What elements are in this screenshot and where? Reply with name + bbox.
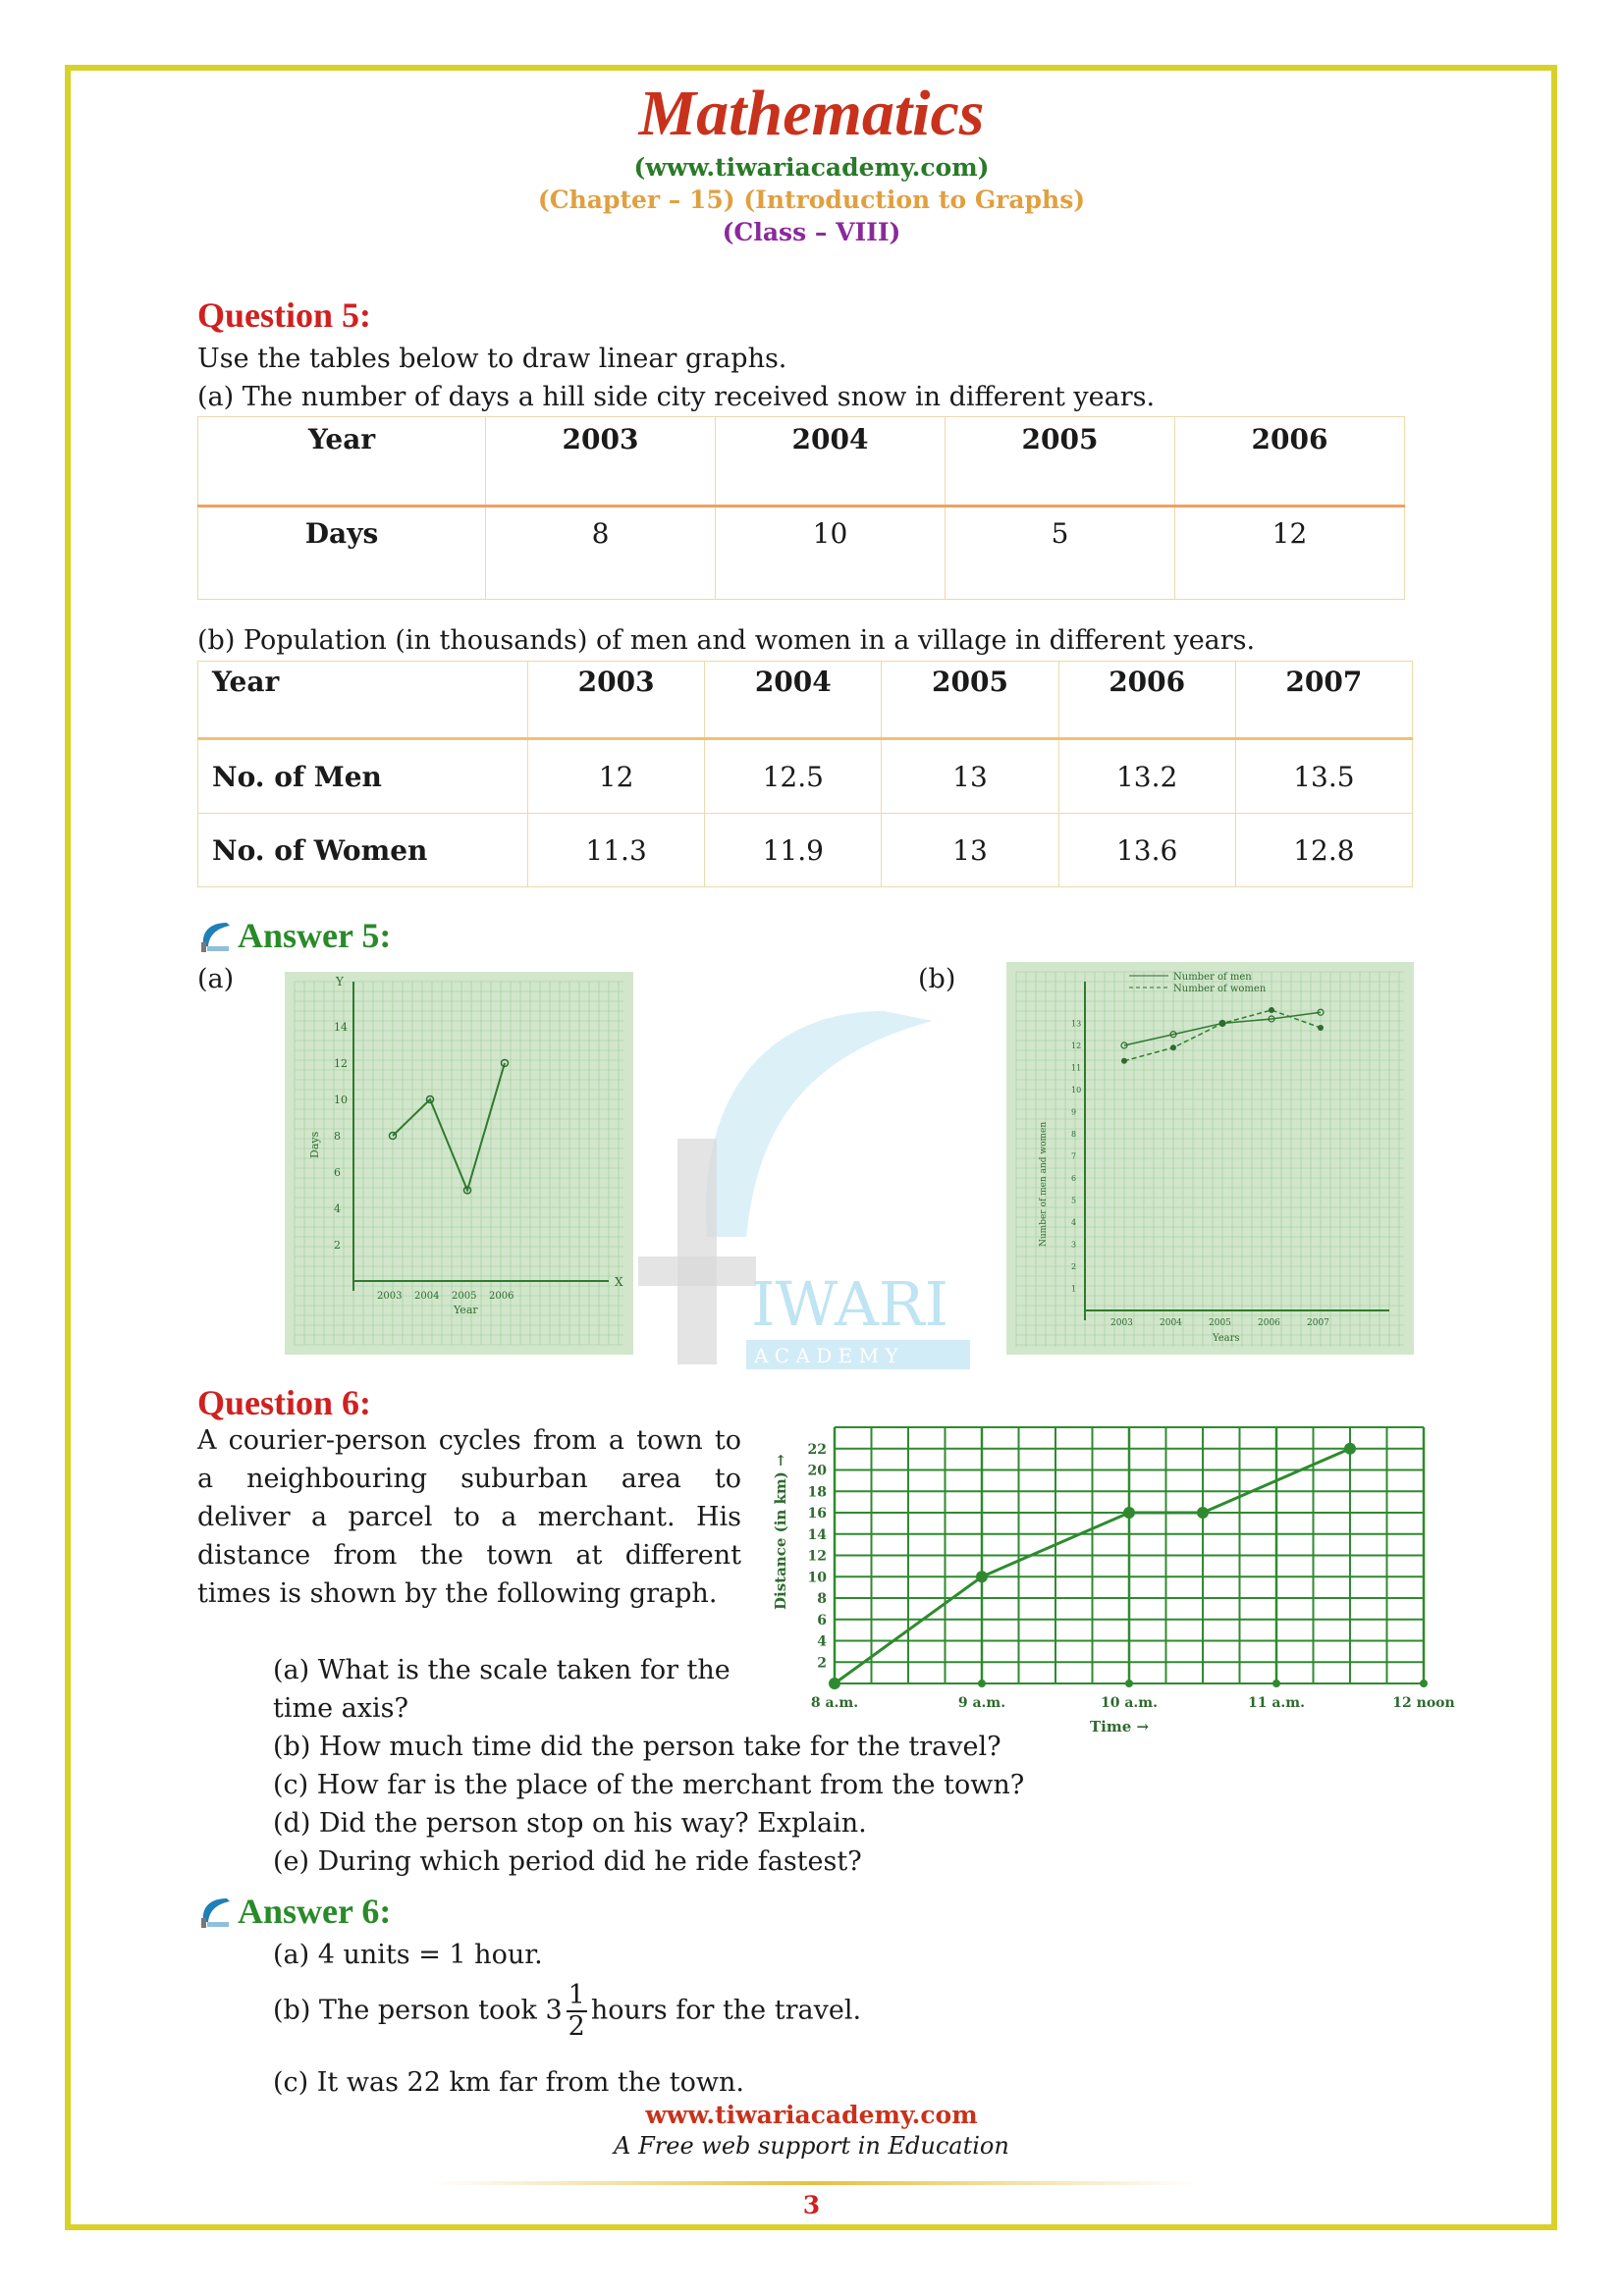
watermark-leaf-icon bbox=[706, 1011, 933, 1237]
answer-5-label-a: (a) bbox=[197, 964, 235, 994]
chart-data-point bbox=[1123, 1507, 1135, 1519]
y-tick-label: 6 bbox=[1071, 1174, 1077, 1183]
x-tick-label: 2007 bbox=[1307, 1318, 1329, 1328]
table-cell: 13.2 bbox=[1058, 739, 1235, 814]
chart-data-point bbox=[976, 1571, 988, 1582]
y-tick-label: 12 bbox=[334, 1057, 348, 1070]
answer-6-b-suffix: hours for the travel. bbox=[590, 1995, 862, 2026]
footer-divider bbox=[432, 2181, 1198, 2187]
chart-axis-marker bbox=[1420, 1680, 1428, 1687]
question-6-text: A courier-person cycles from a town to a neighbouring suburban area to deliver a parcel to a merchant. His distance from the town at different times is shown by the following graph. bbox=[197, 1425, 741, 1609]
y-tick-label: 11 bbox=[1071, 1063, 1082, 1073]
x-tick-label: 2004 bbox=[1160, 1318, 1182, 1328]
answer-5-label-b: (b) bbox=[918, 964, 956, 994]
chart-x-axis-label: Time → bbox=[1090, 1718, 1150, 1735]
watermark-logo bbox=[638, 991, 992, 1374]
table-header-cell: 2004 bbox=[716, 417, 946, 507]
women-data-point bbox=[1121, 1058, 1127, 1064]
y-axis-letter: Y bbox=[336, 975, 344, 988]
x-tick-label: 2003 bbox=[377, 1291, 403, 1302]
table-cell: 12 bbox=[528, 739, 705, 814]
fraction-numerator: 1 bbox=[568, 1980, 585, 2010]
y-tick-label: 14 bbox=[334, 1021, 348, 1034]
watermark-brand: IWARI bbox=[751, 1268, 949, 1340]
table-row bbox=[198, 417, 1405, 507]
y-tick-label: 8 bbox=[1071, 1130, 1077, 1139]
chart-axis-marker bbox=[831, 1680, 839, 1687]
chart-y-tick-label: 8 bbox=[817, 1591, 827, 1607]
y-tick-label: 4 bbox=[334, 1202, 341, 1215]
table-cell: 11.9 bbox=[705, 814, 882, 887]
table-cell: 8 bbox=[486, 507, 716, 600]
fraction-denominator: 2 bbox=[568, 2011, 585, 2042]
table-header-cell: 2007 bbox=[1235, 662, 1412, 739]
chart-data-point bbox=[1197, 1507, 1209, 1519]
chart-y-tick-label: 12 bbox=[807, 1548, 827, 1565]
chart-y-tick-label: 20 bbox=[807, 1463, 827, 1479]
table-header-cell: 2006 bbox=[1175, 417, 1405, 507]
table-cell: No. of Women bbox=[198, 814, 528, 887]
y-tick-label: 10 bbox=[1071, 1086, 1082, 1095]
table-cell: 5 bbox=[946, 507, 1175, 600]
answer-5-heading: Answer 5: bbox=[238, 916, 392, 955]
chart-axis-marker bbox=[978, 1680, 986, 1687]
legend-men: Number of men bbox=[1173, 972, 1252, 983]
chart-y-axis-label: Distance (in km) → bbox=[772, 1454, 789, 1610]
table-header-cell: 2004 bbox=[705, 662, 882, 739]
tiwari-logo-icon bbox=[197, 1896, 231, 1930]
y-tick-label: 5 bbox=[1071, 1196, 1077, 1205]
population-table bbox=[197, 661, 1413, 887]
question-6-part-b: (b) How much time did the person take for the travel? bbox=[273, 1732, 1001, 1762]
website-subtitle: (www.tiwariacademy.com) bbox=[633, 153, 990, 182]
table-header-cell: Year bbox=[198, 417, 486, 507]
y-tick-label: 2 bbox=[1071, 1262, 1077, 1271]
population-graph bbox=[1006, 962, 1414, 1355]
chart-y-tick-label: 6 bbox=[817, 1612, 827, 1629]
question-5-part-a-caption: (a) The number of days a hill side city received snow in different years. bbox=[197, 382, 1156, 412]
chart-x-tick-label: 12 noon bbox=[1392, 1695, 1455, 1711]
question-6-part-d: (d) Did the person stop on his way? Explain. bbox=[273, 1808, 867, 1839]
table-row bbox=[198, 662, 1413, 739]
table-cell: Days bbox=[198, 507, 486, 600]
y-axis-label: Days bbox=[308, 1131, 321, 1158]
watermark-t-stem bbox=[677, 1139, 717, 1364]
table-cell: 13 bbox=[882, 739, 1058, 814]
question-6-part-c: (c) How far is the place of the merchant from the town? bbox=[273, 1770, 1025, 1800]
fraction-one-half bbox=[567, 1981, 587, 2042]
question-6-heading: Question 6: bbox=[197, 1383, 372, 1422]
snow-days-graph bbox=[285, 972, 633, 1355]
y-tick-label: 8 bbox=[334, 1130, 341, 1143]
table-row bbox=[198, 739, 1413, 814]
x-tick-label: 2006 bbox=[489, 1291, 514, 1302]
y-tick-label: 1 bbox=[1071, 1284, 1077, 1294]
tiwari-logo-icon bbox=[197, 921, 231, 954]
table-cell: 13 bbox=[882, 814, 1058, 887]
x-tick-label: 2004 bbox=[414, 1291, 440, 1302]
chart-grid bbox=[835, 1427, 1424, 1683]
x-tick-label: 2006 bbox=[1258, 1318, 1280, 1328]
table-header-cell: Year bbox=[198, 662, 528, 739]
answer-6-c: (c) It was 22 km far from the town. bbox=[273, 2067, 744, 2098]
chart-y-tick-labels bbox=[808, 1442, 828, 1672]
x-tick-label: 2005 bbox=[1209, 1318, 1231, 1328]
answer-6-b bbox=[273, 1981, 861, 2042]
watermark-tagline: A C A D E M Y bbox=[754, 1344, 898, 1367]
table-header-cell: 2003 bbox=[528, 662, 705, 739]
table-cell: 12.5 bbox=[705, 739, 882, 814]
table-row bbox=[198, 814, 1413, 887]
chart-y-tick-label: 22 bbox=[807, 1441, 827, 1458]
table-cell: 13.6 bbox=[1058, 814, 1235, 887]
x-axis-label: Years bbox=[1213, 1333, 1240, 1344]
women-data-point bbox=[1170, 1044, 1176, 1050]
page-number: 3 bbox=[802, 2191, 821, 2219]
y-tick-label: 13 bbox=[1071, 1019, 1082, 1029]
table-cell: 11.3 bbox=[528, 814, 705, 887]
x-tick-label: 2005 bbox=[452, 1291, 477, 1302]
table-cell: No. of Men bbox=[198, 739, 528, 814]
y-tick-label: 12 bbox=[1071, 1041, 1082, 1050]
x-axis-letter: X bbox=[615, 1275, 623, 1289]
class-subtitle: (Class – VIII) bbox=[722, 218, 901, 246]
women-data-point bbox=[1269, 1007, 1274, 1013]
chart-y-tick-label: 4 bbox=[817, 1633, 827, 1650]
chart-y-tick-label: 2 bbox=[817, 1655, 827, 1672]
answer-6-a: (a) 4 units = 1 hour. bbox=[273, 1940, 543, 1970]
y-tick-label: 10 bbox=[334, 1094, 348, 1106]
chart-axis-marker bbox=[1125, 1680, 1133, 1687]
chart-y-tick-label: 10 bbox=[807, 1570, 827, 1586]
question-5-heading: Question 5: bbox=[197, 295, 372, 335]
table-header-cell: 2005 bbox=[946, 417, 1175, 507]
chart-x-tick-label: 8 a.m. bbox=[810, 1695, 859, 1711]
table-cell: 13.5 bbox=[1235, 739, 1412, 814]
chart-axis-marker bbox=[1272, 1680, 1280, 1687]
chart-y-tick-label: 14 bbox=[807, 1526, 827, 1543]
y-tick-label: 2 bbox=[334, 1239, 341, 1252]
table-cell: 10 bbox=[716, 507, 946, 600]
chart-y-tick-label: 18 bbox=[807, 1484, 827, 1501]
women-data-point bbox=[1219, 1021, 1225, 1027]
chart-y-tick-label: 16 bbox=[807, 1506, 827, 1522]
table-cell: 12 bbox=[1175, 507, 1405, 600]
question-6-part-a: (a) What is the scale taken for the time axis? bbox=[273, 1655, 730, 1724]
chart-data-point bbox=[1344, 1443, 1356, 1455]
women-data-point bbox=[1318, 1025, 1324, 1031]
y-tick-label: 3 bbox=[1071, 1240, 1077, 1250]
watermark-t-bar bbox=[638, 1256, 756, 1286]
answer-6-heading: Answer 6: bbox=[238, 1892, 392, 1931]
footer-tagline: A Free web support in Education bbox=[614, 2132, 1009, 2160]
y-tick-label: 4 bbox=[1071, 1218, 1077, 1227]
answer-6-b-prefix: (b) The person took 3 bbox=[273, 1995, 563, 2026]
table-header-cell: 2003 bbox=[486, 417, 716, 507]
legend-women: Number of women bbox=[1173, 984, 1267, 994]
y-axis-label: Number of men and women bbox=[1039, 1121, 1049, 1247]
table-cell: 12.8 bbox=[1235, 814, 1412, 887]
chapter-subtitle: (Chapter – 15) (Introduction to Graphs) bbox=[537, 186, 1086, 214]
table-row bbox=[198, 507, 1405, 600]
snow-days-table bbox=[197, 416, 1405, 600]
table-header-cell: 2006 bbox=[1058, 662, 1235, 739]
y-tick-label: 7 bbox=[1071, 1151, 1077, 1161]
chart-x-tick-label: 9 a.m. bbox=[957, 1695, 1006, 1711]
y-tick-label: 6 bbox=[334, 1166, 341, 1179]
question-6-part-e: (e) During which period did he ride fastest? bbox=[273, 1846, 862, 1877]
page-title: Mathematics bbox=[638, 78, 985, 149]
question-5-intro: Use the tables below to draw linear graphs. bbox=[197, 344, 787, 374]
chart-x-tick-label: 11 a.m. bbox=[1248, 1695, 1305, 1711]
question-5-part-b-caption: (b) Population (in thousands) of men and women in a village in different years. bbox=[197, 625, 1256, 656]
chart-x-tick-labels bbox=[811, 1695, 1455, 1711]
x-tick-label: 2003 bbox=[1110, 1318, 1133, 1328]
x-axis-label: Year bbox=[454, 1304, 478, 1316]
footer-website: www.tiwariacademy.com bbox=[645, 2101, 978, 2129]
chart-x-tick-label: 10 a.m. bbox=[1101, 1695, 1158, 1711]
table-header-cell: 2005 bbox=[882, 662, 1058, 739]
courier-distance-chart bbox=[766, 1414, 1455, 1737]
y-tick-label: 9 bbox=[1071, 1107, 1077, 1117]
